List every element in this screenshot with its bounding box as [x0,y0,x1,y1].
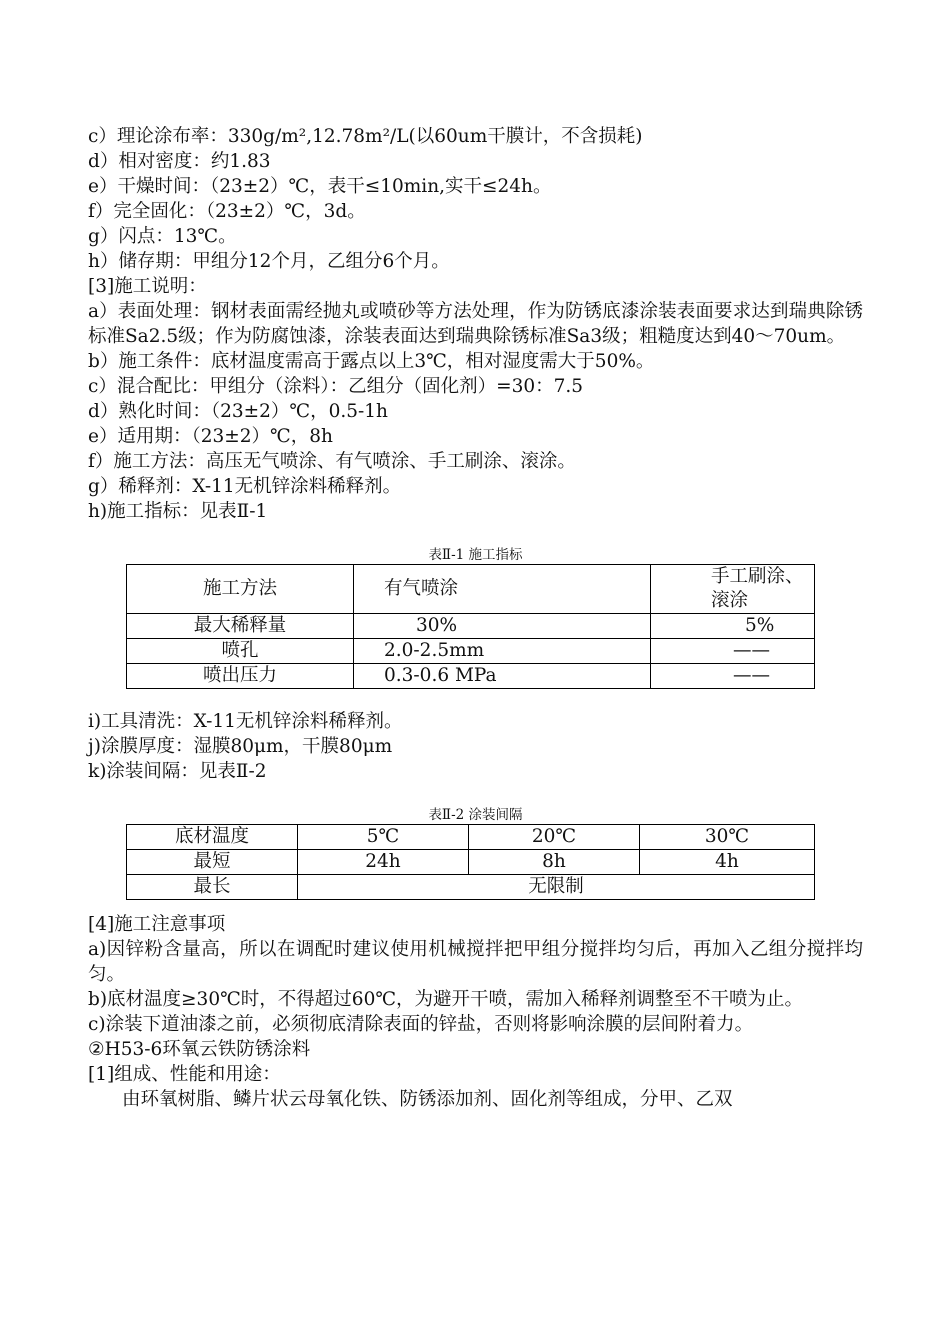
table-cell: —— [651,639,815,664]
table-cell: 24h [298,850,469,875]
coating-interval-table [126,824,815,900]
coating-interval-ref: k)涂装间隔：见表Ⅱ-2 [88,761,267,782]
table-cell: 0.3-0.6 MPa [354,664,651,689]
table-cell: —— [651,664,815,689]
table-cell: 手工刷涂、滚涂 [651,565,815,614]
spec-storage: h）储存期：甲组分12个月，乙组分6个月。 [88,251,450,272]
surface-treatment-paragraph: a）表面处理：钢材表面需经抛丸或喷砂等方法处理，作为防锈底漆涂装表面要求达到瑞典除锈标准Sa2.5级；作为防腐蚀漆，涂装表面达到瑞典除锈标准Sa3级；粗糙度达到40～70um。 [88,301,863,347]
pot-life: e）适用期：（23±2）℃，8h [88,426,333,447]
section-precautions-title: [4]施工注意事项 [88,914,226,935]
table-cell: 5℃ [298,825,469,850]
table-row [127,875,815,900]
section2-title: ②H53-6环氧云铁防锈涂料 [88,1039,311,1060]
table-row [127,825,815,850]
mix-ratio: c）混合配比：甲组分（涂料）：乙组分（固化剂）=30：7.5 [88,376,584,397]
induction-time: d）熟化时间：（23±2）℃，0.5-1h [88,401,388,422]
table-cell: 2.0-2.5mm [354,639,651,664]
table-cell: 施工方法 [127,565,354,614]
table1-caption: 表Ⅱ-1 施工指标 [428,547,523,563]
table-cell: 喷孔 [127,639,354,664]
table-row [127,614,815,639]
document-body [88,124,863,1112]
table-cell: 最长 [127,875,298,900]
table-cell: 无限制 [298,875,815,900]
construction-index-table [126,564,815,689]
table-cell: 8h [469,850,640,875]
section-construction-notes: [3]施工说明： [88,276,207,297]
precaution-a: a)因锌粉含量高，所以在调配时建议使用机械搅拌把甲组分搅拌均匀后，再加入乙组分搅拌均匀。 [88,939,863,985]
table-cell: 30℃ [640,825,815,850]
table-cell: 有气喷涂 [354,565,651,614]
table-cell: 最大稀释量 [127,614,354,639]
film-thickness: j)涂膜厚度：湿膜80μm，干膜80μm [88,736,393,757]
table-cell: 最短 [127,850,298,875]
table-cell: 30% [354,614,651,639]
spec-coverage: c）理论涂布率：330g/m²,12.78m²/L(以60um干膜计，不含损耗) [88,126,643,147]
construction-conditions: b）施工条件：底材温度需高于露点以上3℃，相对湿度需大于50%。 [88,351,655,372]
table-cell: 喷出压力 [127,664,354,689]
table-row [127,850,815,875]
spec-density: d）相对密度：约1.83 [88,151,271,172]
section2-paragraph: 由环氧树脂、鳞片状云母氧化铁、防锈添加剂、固化剂等组成，分甲、乙双 [122,1089,733,1110]
spec-drying-time: e）干燥时间：（23±2）℃，表干≤10min,实干≤24h。 [88,176,552,197]
table-row [127,664,815,689]
table-cell: 4h [640,850,815,875]
table2-caption: 表Ⅱ-2 涂装间隔 [428,807,523,823]
table-cell: 底材温度 [127,825,298,850]
table-row [127,639,815,664]
precaution-b: b)底材温度≥30℃时，不得超过60℃，为避开干喷，需加入稀释剂调整至不干喷为止。 [88,989,804,1010]
spec-full-cure: f）完全固化：（23±2）℃，3d。 [88,201,366,222]
tool-cleaning: i)工具清洗：X-11无机锌涂料稀释剂。 [88,711,403,732]
spec-flash-point: g）闪点：13℃。 [88,226,237,247]
table-cell: 5% [651,614,815,639]
section2-subtitle: [1]组成、性能和用途： [88,1064,281,1085]
table-row [127,565,815,614]
thinner: g）稀释剂：X-11无机锌涂料稀释剂。 [88,476,402,497]
precaution-c: c)涂装下道油漆之前，必须彻底清除表面的锌盐，否则将影响涂膜的层间附着力。 [88,1014,754,1035]
application-method: f）施工方法：高压无气喷涂、有气喷涂、手工刷涂、滚涂。 [88,451,576,472]
construction-index-ref: h)施工指标：见表Ⅱ-1 [88,501,268,522]
table-cell: 20℃ [469,825,640,850]
